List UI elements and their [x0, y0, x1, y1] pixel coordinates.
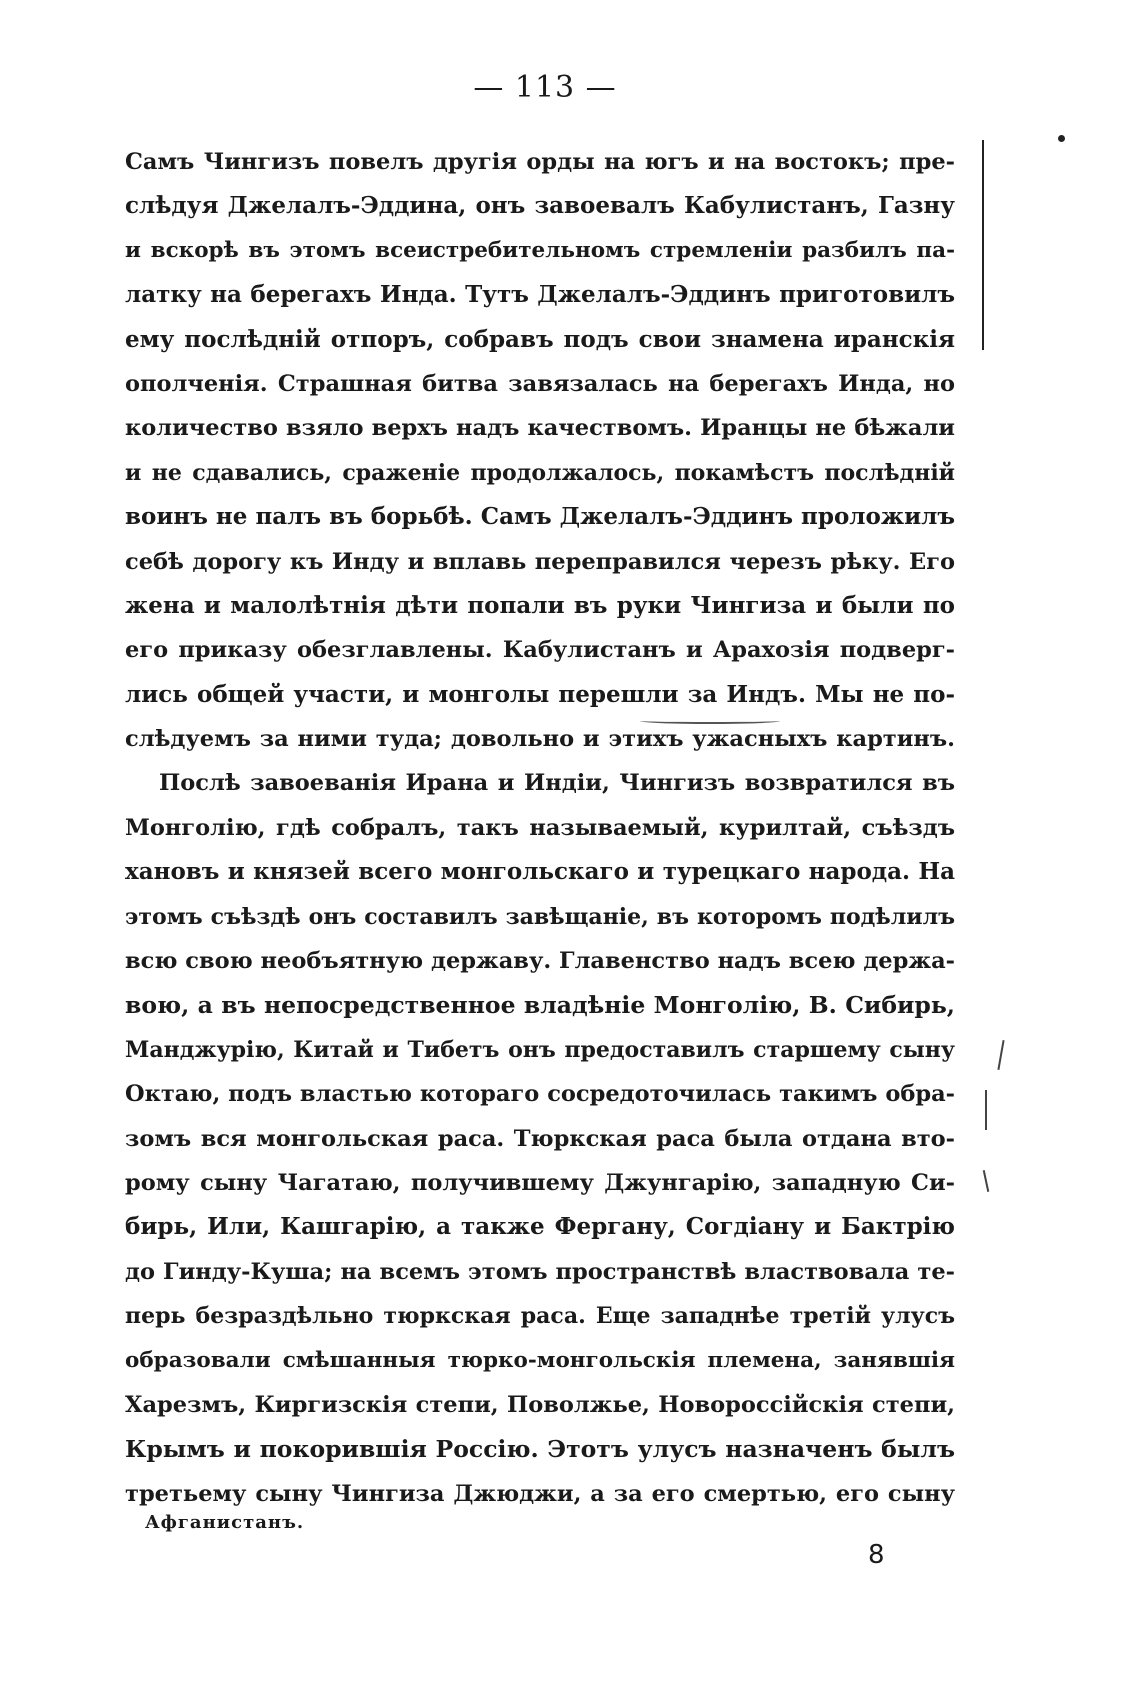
text-line: Послѣ завоеванія Ирана и Индіи, Чингизъ возвратился въ: [159, 770, 955, 797]
margin-mark: [997, 1040, 1004, 1070]
text-line: хановъ и князей всего монгольскаго и турецкаго народа. На: [125, 858, 955, 886]
text-line: жена и малолѣтнія дѣти попали въ руки Чингиза и были по: [125, 591, 955, 619]
text-line: ополченія. Страшная битва завязалась на берегахъ Инда, но: [125, 370, 955, 397]
sheet-number: 8: [868, 1540, 885, 1570]
text-line: и вскорѣ въ этомъ всеистребительномъ стремленіи разбилъ па-: [125, 237, 955, 263]
page-number: — 113 —: [473, 70, 617, 105]
text-line: бирь, Или, Кашгарію, а также Фергану, Согдіану и Бактрію: [125, 1213, 955, 1241]
text-line: этомъ съѣздѣ онъ составилъ завѣщаніе, въ которомъ подѣлилъ: [125, 903, 955, 930]
text-line: слѣдуемъ за ними туда; довольно и этихъ ужасныхъ картинъ.: [125, 726, 955, 753]
text-line: лись общей участи, и монголы перешли за Индъ. Мы не по-: [125, 680, 955, 708]
text-line: вою, а въ непосредственное владѣніе Монголію, В. Сибирь,: [125, 991, 955, 1020]
text-line: ему послѣдній отпоръ, собравъ подъ свои знамена иранскія: [125, 325, 955, 353]
text-line: количество взяло верхъ надъ качествомъ. Иранцы не бѣжали: [125, 415, 955, 442]
text-line: образовали смѣшанныя тюрко-монгольскія племена, занявшія: [125, 1347, 955, 1373]
margin-rule: [982, 140, 984, 350]
text-line: третьему сыну Чингиза Джюджи, а за его смертью, его сыну: [125, 1480, 955, 1507]
text-line: Харезмъ, Киргизскія степи, Поволжье, Новороссійскія степи,: [125, 1391, 955, 1418]
text-line: Монголію, гдѣ собралъ, такъ называемый, курилтай, съѣздъ: [125, 814, 955, 841]
footer-signature: Афганистанъ.: [145, 1512, 305, 1533]
text-line: себѣ дорогу къ Инду и вплавь переправился черезъ рѣку. Его: [125, 548, 955, 575]
text-line: Крымъ и покорившія Россію. Этотъ улусъ назначенъ былъ: [125, 1435, 955, 1464]
text-line: латку на берегахъ Инда. Тутъ Джелалъ-Эддинъ приготовилъ: [125, 281, 955, 309]
text-line: до Гинду-Куша; на всемъ этомъ пространствѣ властвовала те-: [125, 1258, 955, 1285]
text-line: Октаю, подъ властью котораго сосредоточилась такимъ обра-: [125, 1081, 955, 1108]
text-line: Самъ Чингизъ повелъ другія орды на югъ и на востокъ; пре-: [125, 149, 955, 175]
margin-mark: [983, 1170, 990, 1192]
margin-dot: [1058, 135, 1065, 142]
text-line: всю свою необъятную державу. Главенство надъ всею держа-: [125, 948, 955, 975]
text-line: и не сдавались, сраженіе продолжалось, покамѣстъ послѣдній: [125, 459, 955, 486]
body-text: [125, 140, 955, 1516]
margin-mark: [985, 1090, 987, 1130]
text-line: зомъ вся монгольская раса. Тюркская раса была отдана вто-: [125, 1125, 955, 1152]
text-line: слѣдуя Джелалъ-Эддина, онъ завоевалъ Кабулистанъ, Газну: [125, 192, 955, 220]
text-line: рому сыну Чагатаю, получившему Джунгарію, западную Си-: [125, 1169, 955, 1196]
text-line: воинъ не палъ въ борьбѣ. Самъ Джелалъ-Эддинъ проложилъ: [125, 503, 955, 531]
text-line: Манджурію, Китай и Тибетъ онъ предоставилъ старшему сыну: [125, 1036, 955, 1063]
text-line: его приказу обезглавлены. Кабулистанъ и Арахозія подверг-: [125, 637, 955, 664]
text-line: перь безраздѣльно тюркская раса. Еще западнѣе третій улусъ: [125, 1303, 955, 1330]
